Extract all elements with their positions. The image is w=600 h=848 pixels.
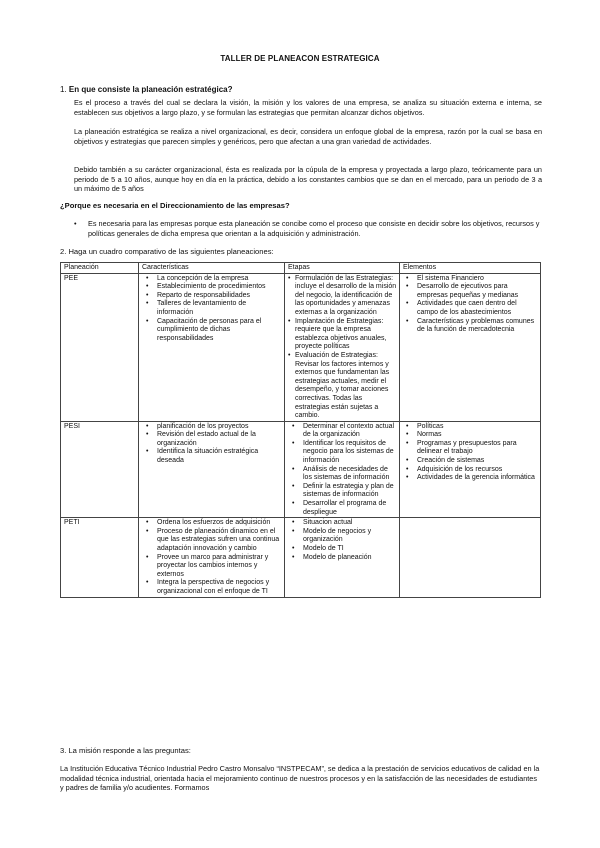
list-item: • Revisión del estado actual de la organización: [142, 431, 282, 448]
table-row-pesi: [61, 421, 541, 518]
list-item: • Talleres de levantamiento de información: [142, 300, 282, 317]
table-row-pee: [61, 273, 541, 421]
list-item: • Modelo de TI: [288, 545, 397, 554]
list-item: • Normas: [403, 431, 538, 440]
question-why: ¿Porque es necesaria en el Direccionamiento de las empresas?: [60, 201, 290, 210]
table-header-row: [61, 263, 541, 274]
list-item: • Identificar los requisitos de negocio para los sistemas de información: [288, 440, 397, 466]
cell-elementos: [400, 273, 541, 421]
list-item: • planificación de los proyectos: [142, 423, 282, 432]
cell-name: PEE: [61, 273, 139, 421]
list-item: • Implantación de Estrategias: requiere que la empresa establezca objetivos anuales, proyecte políticas: [288, 318, 397, 352]
list-item: • Proceso de planeación dinamico en el que las estrategias sufren una continua adaptación innovación y cambio: [142, 528, 282, 554]
question-1-number: 1.: [60, 85, 67, 94]
list-item: • Definir la estrategia y plan de sistemas de información: [288, 483, 397, 500]
list-item: • Modelo de planeación: [288, 554, 397, 563]
list-item: • La concepción de la empresa: [142, 275, 282, 284]
mision-paragraph: La Institución Educativa Técnico Industrial Pedro Castro Monsalvo “INSTPECAM”, se dedica a la prestación de servicios educativos de calidad en la modalidad técnica industrial, orientada hacia el mejoramiento continuo de nuestros procesos y en la satisfacción de las necesidades de estudiantes y padres de familia y/o acudientes. Formamos: [60, 764, 540, 793]
question-1: [60, 85, 233, 94]
question-3: 3. La misión responde a las preguntas:: [60, 746, 191, 755]
list-item: • Desarrollo de ejecutivos para empresas pequeñas y medianas: [403, 283, 538, 300]
header-etapas: Etapas: [285, 263, 400, 274]
why-answer-text: Es necesaria para las empresas porque esta planeación se concibe como el proceso que consiste en decidir sobre los objetivos, recursos y políticas generales de dicha empresa que orientan a la adquisición y administración.: [88, 219, 540, 238]
list-item: • Modelo de negocios y organización: [288, 528, 397, 545]
list-item: • Integra la perspectiva de negocios y organizacional con el enfoque de TI: [142, 579, 282, 596]
list-item: • Determinar el contexto actual de la organización: [288, 423, 397, 440]
list-item: • Desarrollar el programa de despliegue: [288, 500, 397, 517]
list-item: • El sistema Financiero: [403, 275, 538, 284]
paragraph-timeframe: Debido también a su carácter organizacional, ésta es realizada por la cúpula de la empresa y proyectada a largo plazo, teóricamente para un periodo de 5 a 10 años, aunque hoy en día en la práctica, debido a los constantes cambios que se dan en el mercado, para un periodo de 3 a un máximo de 5 años: [74, 165, 542, 194]
table-row-peti: [61, 518, 541, 597]
header-elementos: Elementos: [400, 263, 541, 274]
bullet-icon: •: [74, 219, 77, 228]
question-2: 2. Haga un cuadro comparativo de las siguientes planeaciones:: [60, 247, 274, 256]
list-item: • Provee un marco para administrar y proyectar los cambios internos y externos: [142, 554, 282, 580]
cell-etapas: [285, 273, 400, 421]
list-item: • Actividades de la gerencia informática: [403, 474, 538, 483]
document-title: TALLER DE PLANEACON ESTRATEGICA: [220, 54, 380, 63]
why-answer-bullet: [74, 219, 540, 238]
question-1-text: En que consiste la planeación estratégica?: [68, 85, 233, 94]
list-item: • Formulación de las Estrategias: incluye el desarrollo de la misión del negocio, la identificación de las oportunidades y amenazas externas a la organización: [288, 275, 397, 318]
list-item: • Identifica la situación estratégica deseada: [142, 448, 282, 465]
paragraph-definition: Es el proceso a través del cual se declara la visión, la misión y los valores de una empresa, se analiza su situación externa e interna, se establecen sus objetivos a largo plazo, y se formulan las estrategias que permitan alcanzar dichos objetivos.: [74, 98, 542, 117]
list-item: • Capacitación de personas para el cumplimiento de dichas responsabilidades: [142, 318, 282, 344]
cell-name: PETI: [61, 518, 139, 597]
list-item: • Evaluación de Estrategias: Revisar los factores internos y externos que fundamentan las estrategias actuales, medir el desempeño, y tomar acciones correctivas. Todas las estrategias están sujetas a cambio.: [288, 352, 397, 421]
cell-etapas: [285, 518, 400, 597]
list-item: • Establecimiento de procedimientos: [142, 283, 282, 292]
header-caracteristicas: Características: [139, 263, 285, 274]
list-item: • Programas y presupuestos para delinear el trabajo: [403, 440, 538, 457]
cell-caracteristicas: [139, 421, 285, 518]
cell-etapas: [285, 421, 400, 518]
list-item: • Creación de sistemas: [403, 457, 538, 466]
list-item: • Políticas: [403, 423, 538, 432]
cell-caracteristicas: [139, 273, 285, 421]
cell-name: PESI: [61, 421, 139, 518]
header-planeacion: Planeación: [61, 263, 139, 274]
comparison-table: [60, 262, 541, 598]
list-item: • Situacion actual: [288, 519, 397, 528]
list-item: • Análisis de necesidades de los sistemas de información: [288, 466, 397, 483]
cell-caracteristicas: [139, 518, 285, 597]
list-item: • Adquisición de los recursos: [403, 466, 538, 475]
cell-elementos-empty: [400, 518, 541, 597]
list-item: • Ordena los esfuerzos de adquisición: [142, 519, 282, 528]
list-item: • Reparto de responsabilidades: [142, 292, 282, 301]
paragraph-organizational: La planeación estratégica se realiza a nivel organizacional, es decir, considera un enfoque global de la empresa, razón por la cual se basa en objetivos y estrategias que parecen simples y genéricos, pero que afectan a una gran variedad de actividades.: [74, 127, 542, 146]
cell-elementos: [400, 421, 541, 518]
list-item: • Actividades que caen dentro del campo de los abastecimientos: [403, 300, 538, 317]
list-item: • Características y problemas comunes de la función de mercadotecnia: [403, 318, 538, 335]
